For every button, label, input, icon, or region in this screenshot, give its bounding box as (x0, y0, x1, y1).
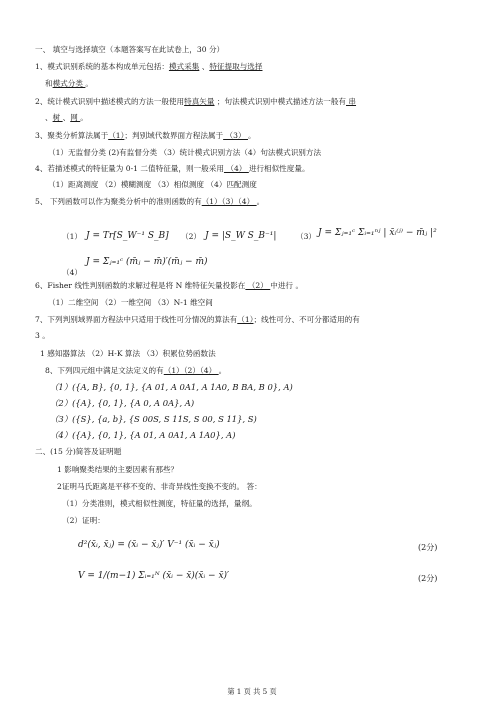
text-run: 8、下列四元组中满足文法定义的有 (45, 366, 164, 375)
answer-blank: （4） (223, 164, 249, 173)
text-line (45, 366, 226, 376)
text-run: 3、聚类分析算法属于 (35, 131, 109, 140)
text-line (35, 62, 262, 72)
text-run: 、 (45, 113, 53, 122)
text-run: 1、模式识别系统的基本构成单元包括： (35, 62, 169, 71)
text-line: （1）距离测度 （2）模糊测度 （3）相似测度 （4）匹配测度 (48, 180, 257, 189)
text-line: （1）({A, B}, {0, 1}, {A 01, A 0A1, A 1A0, B BA, B 0}, A) (50, 382, 293, 392)
text-line: （4）({A}, {0, 1}, {A 01, A 0A1, A 1A0}, A) (50, 430, 236, 440)
answer-blank: （1）（2）（4） (163, 366, 219, 375)
text-line: 2证明马氏距离是平移不变的、非奇异线性变换不变的。 答： (57, 482, 262, 491)
text-line (45, 79, 93, 89)
text-line: 3 。 (35, 331, 50, 340)
text-run: 、 (199, 62, 210, 71)
score-label: (2分) (418, 543, 438, 552)
text-line: （3）({S}, {a, b}, {S 00S, S 11S, S 00, S 11}, S) (50, 414, 257, 424)
text-line (35, 315, 360, 325)
text-line: （2）证明： (62, 516, 105, 525)
text-run: 6、Fisher 线性判别函数的求解过程是将 N 维特征矢量投影在 (35, 281, 246, 290)
text-line (45, 113, 88, 123)
text-run: 和 (45, 79, 53, 88)
text-line: 1 影响聚类结果的主要因素有那些？ (57, 465, 179, 474)
answer-blank: 树 (52, 113, 63, 122)
answer-blank: 网 (70, 113, 81, 122)
answer-blank: （1） (108, 131, 125, 140)
text-run: 进行相似性度量。 (248, 164, 310, 173)
answer-blank: （1）（3）（4） (201, 197, 257, 206)
text-line: （1）分类准则，模式相似性测度，特征量的选择，量纲。 (62, 499, 257, 508)
text-run: 7、下列判别域界面方程法中只适用于线性可分情况的算法有 (35, 315, 238, 324)
text-line: （1） (62, 232, 83, 241)
text-run: ；句法模式识别中模式描述方法一般有 (214, 97, 347, 106)
text-line: （1）无监督分类 (2)有监督分类 （3）统计模式识别方法（4）句法模式识别方法 (48, 148, 322, 157)
formula: J = |S_W S_B⁻¹| (205, 231, 277, 241)
text-run: 。 (80, 113, 88, 122)
text-line: （4） (62, 268, 83, 277)
text-line: （3） (296, 232, 317, 241)
formula: J = Tr[S_W⁻¹ S_B] (86, 231, 169, 241)
text-line: 二、(15 分)简答及证明题 (35, 447, 122, 456)
text-run: 4、若描述模式的特征量为 0-1 二值特征量，则一般采用 (35, 164, 224, 173)
text-line (35, 281, 303, 291)
text-line (35, 197, 264, 207)
text-line (35, 164, 310, 174)
text-run: 。 (247, 131, 256, 140)
text-run: 、 (62, 113, 71, 122)
text-run: 。 (85, 79, 93, 88)
text-line: 一、 填空与选择填空（本题答案写在此试卷上，30 分） (35, 45, 225, 54)
text-run: 。 (256, 197, 265, 206)
text-line (35, 131, 256, 141)
text-run: 。 (218, 366, 227, 375)
answer-blank: 串 (346, 97, 357, 106)
text-line (35, 97, 356, 107)
text-line: （2）({A}, {0, 1}, {A 0, A 0A}, A) (50, 398, 195, 408)
text-run: ；线性可分、不可分都适用的有 (253, 315, 360, 324)
page-footer: 第 1 页 共 5 页 (227, 687, 277, 696)
text-run: 5、 下列函数可以作为聚类分析中的准则函数的有 (35, 197, 202, 206)
answer-blank: 模式分类 (52, 79, 86, 88)
text-line: （1）二维空间 （2）一维空间 （3）N-1 维空间 (48, 298, 213, 307)
answer-blank: （3） (223, 131, 248, 140)
answer-blank: 特征提取与选择 (209, 62, 263, 71)
formula: d²(x̄ᵢ, x̄ⱼ) = (x̄ᵢ − x̄ⱼ)′ V⁻¹ (x̄ᵢ − x̄ⱼ) (78, 540, 220, 550)
answer-blank: （1） (237, 315, 254, 324)
formula: J = Σⱼ₌₁ᶜ Σᵢ₌₁ⁿʲ | x̄ᵢ⁽ʲ⁾ − m̄ⱼ |² (318, 228, 437, 238)
text-run: 中进行 。 (270, 281, 304, 290)
text-run: 2、统计模式识别中描述模式的方法一般使用 (35, 97, 185, 106)
score-label: (2分) (418, 574, 438, 583)
text-run: ；判别域代数界面方程法属于 (124, 131, 224, 140)
answer-blank: 特真矢量 (184, 97, 215, 106)
answer-blank: 模式采集 (168, 62, 200, 71)
text-line: 1 感知器算法 （2）H-K 算法 （3）积累位势函数法 (40, 349, 216, 358)
formula: V = 1/(m−1) Σᵢ₌₁ᴺ (x̄ᵢ − x̄)(x̄ᵢ − x̄)′ (78, 571, 230, 581)
formula: J = Σⱼ₌₁ᶜ (m̄ⱼ − m̄)′(m̄ⱼ − m̄) (86, 257, 208, 267)
text-line: （2） (181, 232, 202, 241)
answer-blank: （2） (245, 281, 271, 290)
